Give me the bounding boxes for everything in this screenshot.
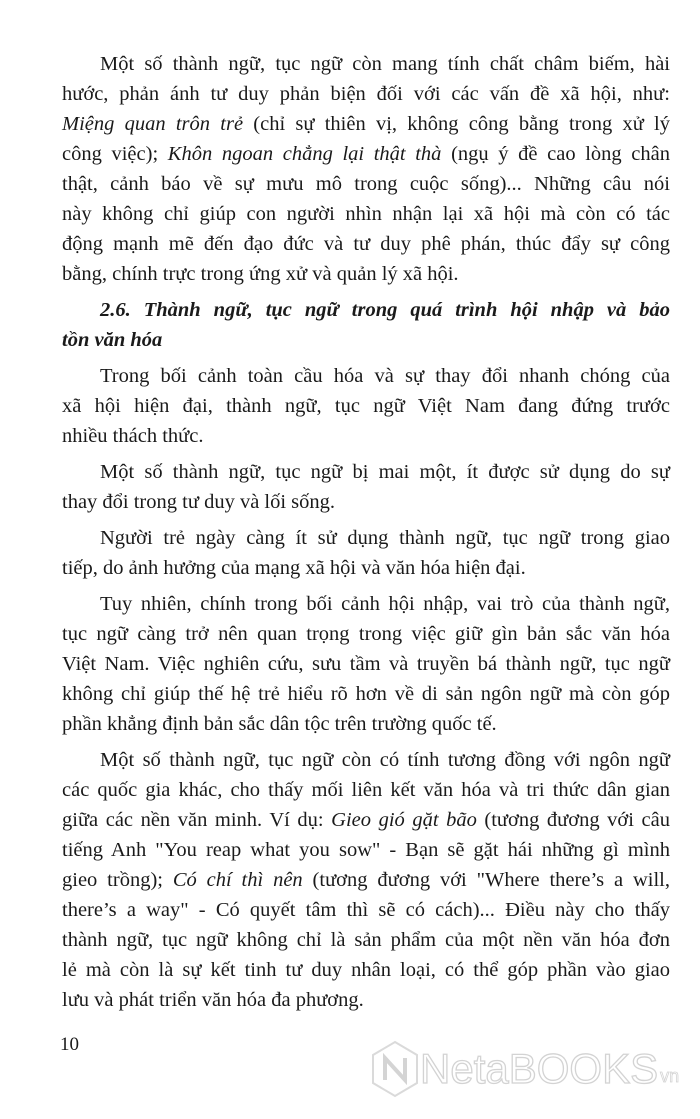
page-body [62, 49, 670, 1015]
text-line [62, 589, 670, 619]
text-line [62, 925, 670, 955]
text-line [62, 169, 670, 199]
text-segment: này không chỉ giúp con người nhìn nhận lại xã hội mà còn có tác [62, 203, 670, 225]
text-line [62, 835, 670, 865]
text-line [62, 361, 670, 391]
text-segment: bằng, chính trực trong ứng xử và quản lý xã hội. [62, 263, 459, 285]
text-segment: nhiều thách thức. [62, 425, 204, 447]
text-segment: lưu và phát triển văn hóa đa phương. [62, 989, 364, 1011]
text-segment: công việc); [62, 143, 168, 165]
paragraph [62, 457, 670, 517]
italic-phrase: Gieo gió gặt bão [331, 809, 477, 831]
page-number: 10 [60, 1034, 79, 1055]
text-line [62, 985, 670, 1015]
paragraph [62, 361, 670, 451]
text-line [62, 553, 670, 583]
text-segment: there’s a way" - Có quyết tâm thì sẽ có cách)... Điều này cho thấy [62, 899, 670, 921]
text-line [62, 295, 670, 325]
text-line [62, 391, 670, 421]
text-segment: không chỉ giúp thế hệ trẻ hiểu rõ hơn về di sản ngôn ngữ mà còn góp [62, 683, 670, 705]
text-segment: xã hội hiện đại, thành ngữ, tục ngữ Việt Nam đang đứng trước [62, 395, 670, 417]
text-line [62, 79, 670, 109]
text-segment: phần khẳng định bản sắc dân tộc trên trường quốc tế. [62, 713, 497, 735]
paragraph [62, 589, 670, 739]
text-line [62, 259, 670, 289]
text-line [62, 619, 670, 649]
text-line [62, 487, 670, 517]
text-segment: Người trẻ ngày càng ít sử dụng thành ngữ, tục ngữ trong giao [100, 527, 670, 549]
text-line [62, 805, 670, 835]
italic-phrase: Có chí thì nên [172, 869, 303, 891]
text-segment: thật, cảnh báo về sự mưu mô trong cuộc sống)... Những câu nói [62, 173, 670, 195]
text-segment: tiếp, do ảnh hưởng của mạng xã hội và văn hóa hiện đại. [62, 557, 526, 579]
text-line [62, 865, 670, 895]
text-line [62, 421, 670, 451]
text-line [62, 709, 670, 739]
text-segment: tục ngữ càng trở nên quan trọng trong việc giữ gìn bản sắc văn hóa [62, 623, 670, 645]
text-segment: Một số thành ngữ, tục ngữ còn có tính tương đồng với ngôn ngữ [100, 749, 670, 771]
text-line [62, 895, 670, 925]
text-segment: 2.6. Thành ngữ, tục ngữ trong quá trình hội nhập và bảo [100, 299, 670, 321]
text-segment: (tương đương với câu [476, 809, 670, 831]
text-line [62, 523, 670, 553]
text-segment: Trong bối cảnh toàn cầu hóa và sự thay đổi nhanh chóng của [100, 365, 670, 387]
watermark-brand: NetaBOOKS [420, 1045, 659, 1092]
netabooks-hexagon-icon [370, 1040, 420, 1098]
text-line [62, 325, 670, 355]
italic-phrase: Khôn ngoan chẳng lại thật thà [167, 143, 442, 165]
text-segment: thành ngữ, tục ngữ không chỉ là sản phẩm của một nền văn hóa đơn [62, 929, 670, 951]
text-segment: gieo trồng); [62, 869, 173, 891]
text-segment: tiếng Anh "You reap what you sow" - Bạn sẽ gặt hái những gì mình [62, 839, 670, 861]
text-line [62, 955, 670, 985]
text-segment: (chỉ sự thiên vị, không công bằng trong xử lý [243, 113, 670, 135]
text-line [62, 649, 670, 679]
text-line [62, 199, 670, 229]
text-segment: các quốc gia khác, cho thấy mối liên kết văn hóa và tri thức dân gian [62, 779, 670, 801]
text-line [62, 457, 670, 487]
text-line [62, 775, 670, 805]
watermark-tld: vn [660, 1065, 680, 1086]
text-line [62, 229, 670, 259]
text-line [62, 745, 670, 775]
text-segment: Một số thành ngữ, tục ngữ còn mang tính chất châm biếm, hài [100, 53, 670, 75]
text-segment: hước, phản ánh tư duy phản biện đối với các vấn đề xã hội, như: [62, 83, 670, 105]
paragraph [62, 49, 670, 289]
text-segment: (ngụ ý đề cao lòng chân [441, 143, 670, 165]
text-segment: động mạnh mẽ đến đạo đức và tư duy phê phán, thúc đẩy sự công [62, 233, 670, 255]
text-segment: lẻ mà còn là sự kết tinh tư duy nhân loại, có thể góp phần vào giao [62, 959, 670, 981]
paragraph [62, 523, 670, 583]
text-segment: (tương đương với "Where there’s a will, [302, 869, 670, 891]
text-segment: Việt Nam. Việc nghiên cứu, sưu tầm và truyền bá thành ngữ, tục ngữ [62, 653, 670, 675]
text-line [62, 139, 670, 169]
text-line [62, 679, 670, 709]
watermark-logo [370, 1040, 679, 1098]
section-heading [62, 295, 670, 355]
text-segment: Một số thành ngữ, tục ngữ bị mai một, ít được sử dụng do sự [100, 461, 670, 483]
paragraph [62, 745, 670, 1015]
italic-phrase: Miệng quan trôn trẻ [62, 113, 244, 135]
text-line [62, 49, 670, 79]
text-segment: Tuy nhiên, chính trong bối cảnh hội nhập, vai trò của thành ngữ, [100, 593, 670, 615]
text-segment: giữa các nền văn minh. Ví dụ: [62, 809, 332, 831]
text-segment: tồn văn hóa [62, 329, 163, 351]
text-line [62, 109, 670, 139]
text-segment: thay đổi trong tư duy và lối sống. [62, 491, 336, 513]
